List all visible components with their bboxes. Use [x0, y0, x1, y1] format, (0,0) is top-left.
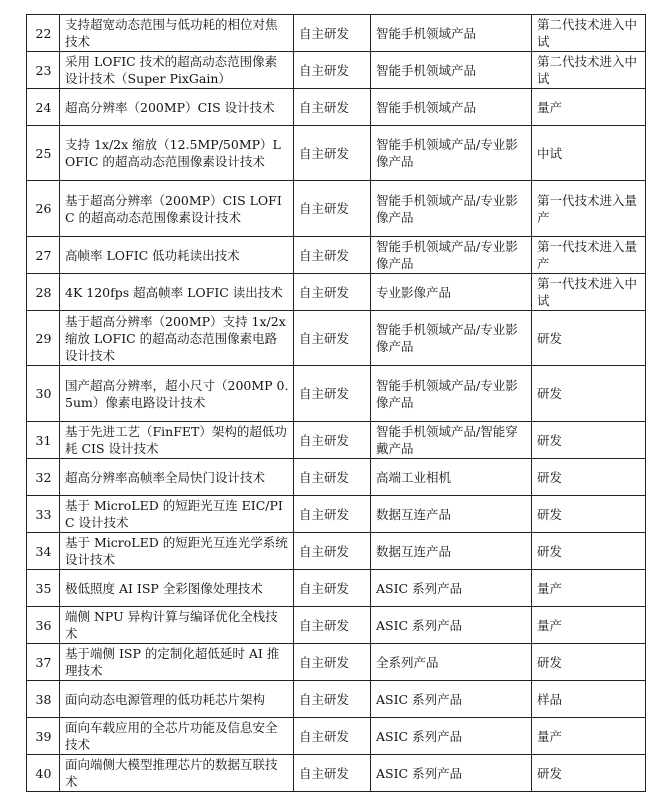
development-stage: 第二代技术进入中试 [532, 15, 646, 52]
technology-source: 自主研发 [294, 274, 371, 311]
table-row [27, 533, 646, 570]
application-area: 数据互连产品 [371, 496, 532, 533]
table-row [27, 274, 646, 311]
technology-source: 自主研发 [294, 237, 371, 274]
row-number: 29 [27, 311, 60, 366]
row-number: 35 [27, 570, 60, 607]
technology-name: 采用 LOFIC 技术的超高动态范围像素设计技术（Super PixGain） [60, 52, 294, 89]
development-stage: 量产 [532, 89, 646, 126]
technology-source: 自主研发 [294, 607, 371, 644]
technology-name: 超高分辨率高帧率全局快门设计技术 [60, 459, 294, 496]
technology-source: 自主研发 [294, 570, 371, 607]
development-stage: 中试 [532, 126, 646, 181]
technology-source: 自主研发 [294, 181, 371, 237]
application-area: ASIC 系列产品 [371, 607, 532, 644]
development-stage: 研发 [532, 366, 646, 422]
technology-name: 高帧率 LOFIC 低功耗读出技术 [60, 237, 294, 274]
application-area: 智能手机领域产品/专业影像产品 [371, 311, 532, 366]
row-number: 23 [27, 52, 60, 89]
technology-name: 端侧 NPU 异构计算与编译优化全栈技术 [60, 607, 294, 644]
development-stage: 研发 [532, 311, 646, 366]
technology-source: 自主研发 [294, 15, 371, 52]
technology-name: 基于超高分辨率（200MP）CIS LOFIC 的超高动态范围像素设计技术 [60, 181, 294, 237]
row-number: 31 [27, 422, 60, 459]
development-stage: 量产 [532, 607, 646, 644]
table-row [27, 755, 646, 792]
table-row [27, 496, 646, 533]
technology-source: 自主研发 [294, 126, 371, 181]
table-row [27, 422, 646, 459]
application-area: 智能手机领域产品/专业影像产品 [371, 126, 532, 181]
application-area: 数据互连产品 [371, 533, 532, 570]
development-stage: 研发 [532, 644, 646, 681]
technology-name: 基于 MicroLED 的短距光互连 EIC/PIC 设计技术 [60, 496, 294, 533]
application-area: 智能手机领域产品/智能穿戴产品 [371, 422, 532, 459]
row-number: 30 [27, 366, 60, 422]
table-row [27, 237, 646, 274]
technology-source: 自主研发 [294, 422, 371, 459]
application-area: ASIC 系列产品 [371, 570, 532, 607]
row-number: 33 [27, 496, 60, 533]
technology-name: 基于先进工艺（FinFET）架构的超低功耗 CIS 设计技术 [60, 422, 294, 459]
technology-source: 自主研发 [294, 681, 371, 718]
row-number: 36 [27, 607, 60, 644]
technology-name: 超高分辨率（200MP）CIS 设计技术 [60, 89, 294, 126]
technology-source: 自主研发 [294, 52, 371, 89]
table-row [27, 718, 646, 755]
technology-source: 自主研发 [294, 459, 371, 496]
row-number: 24 [27, 89, 60, 126]
technology-name: 面向动态电源管理的低功耗芯片架构 [60, 681, 294, 718]
application-area: 全系列产品 [371, 644, 532, 681]
development-stage: 研发 [532, 533, 646, 570]
development-stage: 样品 [532, 681, 646, 718]
technology-name: 面向端侧大模型推理芯片的数据互联技术 [60, 755, 294, 792]
development-stage: 研发 [532, 459, 646, 496]
development-stage: 第二代技术进入中试 [532, 52, 646, 89]
row-number: 40 [27, 755, 60, 792]
table-row [27, 126, 646, 181]
row-number: 27 [27, 237, 60, 274]
table-row [27, 89, 646, 126]
application-area: ASIC 系列产品 [371, 681, 532, 718]
technology-name: 基于 MicroLED 的短距光互连光学系统设计技术 [60, 533, 294, 570]
technology-source: 自主研发 [294, 755, 371, 792]
technology-source: 自主研发 [294, 89, 371, 126]
table-row [27, 181, 646, 237]
row-number: 28 [27, 274, 60, 311]
development-stage: 研发 [532, 755, 646, 792]
application-area: 高端工业相机 [371, 459, 532, 496]
table-row [27, 459, 646, 496]
application-area: ASIC 系列产品 [371, 755, 532, 792]
technology-name: 4K 120fps 超高帧率 LOFIC 读出技术 [60, 274, 294, 311]
row-number: 37 [27, 644, 60, 681]
development-stage: 量产 [532, 570, 646, 607]
table-row [27, 52, 646, 89]
application-area: 专业影像产品 [371, 274, 532, 311]
development-stage: 第一代技术进入中试 [532, 274, 646, 311]
table-row [27, 570, 646, 607]
technology-source: 自主研发 [294, 311, 371, 366]
table-row [27, 366, 646, 422]
row-number: 25 [27, 126, 60, 181]
development-stage: 第一代技术进入量产 [532, 237, 646, 274]
application-area: 智能手机领域产品/专业影像产品 [371, 366, 532, 422]
development-stage: 第一代技术进入量产 [532, 181, 646, 237]
development-stage: 研发 [532, 496, 646, 533]
application-area: 智能手机领域产品 [371, 15, 532, 52]
row-number: 34 [27, 533, 60, 570]
technology-source: 自主研发 [294, 496, 371, 533]
development-stage: 研发 [532, 422, 646, 459]
technology-source: 自主研发 [294, 366, 371, 422]
row-number: 26 [27, 181, 60, 237]
table-row [27, 607, 646, 644]
table-row [27, 311, 646, 366]
row-number: 38 [27, 681, 60, 718]
table-row [27, 681, 646, 718]
technology-name: 国产超高分辨率，超小尺寸（200MP 0.5um）像素电路设计技术 [60, 366, 294, 422]
application-area: ASIC 系列产品 [371, 718, 532, 755]
application-area: 智能手机领域产品/专业影像产品 [371, 181, 532, 237]
application-area: 智能手机领域产品 [371, 89, 532, 126]
technology-table [26, 14, 646, 792]
row-number: 32 [27, 459, 60, 496]
technology-source: 自主研发 [294, 644, 371, 681]
row-number: 22 [27, 15, 60, 52]
technology-name: 基于超高分辨率（200MP）支持 1x/2x 缩放 LOFIC 的超高动态范围像素电路设计技术 [60, 311, 294, 366]
technology-name: 支持 1x/2x 缩放（12.5MP/50MP）LOFIC 的超高动态范围像素设计技术 [60, 126, 294, 181]
technology-source: 自主研发 [294, 718, 371, 755]
row-number: 39 [27, 718, 60, 755]
application-area: 智能手机领域产品 [371, 52, 532, 89]
technology-name: 面向车载应用的全芯片功能及信息安全技术 [60, 718, 294, 755]
technology-table-body [27, 15, 646, 792]
table-row [27, 15, 646, 52]
technology-name: 基于端侧 ISP 的定制化超低延时 AI 推理技术 [60, 644, 294, 681]
development-stage: 量产 [532, 718, 646, 755]
application-area: 智能手机领域产品/专业影像产品 [371, 237, 532, 274]
table-row [27, 644, 646, 681]
technology-source: 自主研发 [294, 533, 371, 570]
technology-name: 极低照度 AI ISP 全彩图像处理技术 [60, 570, 294, 607]
technology-name: 支持超宽动态范围与低功耗的相位对焦技术 [60, 15, 294, 52]
